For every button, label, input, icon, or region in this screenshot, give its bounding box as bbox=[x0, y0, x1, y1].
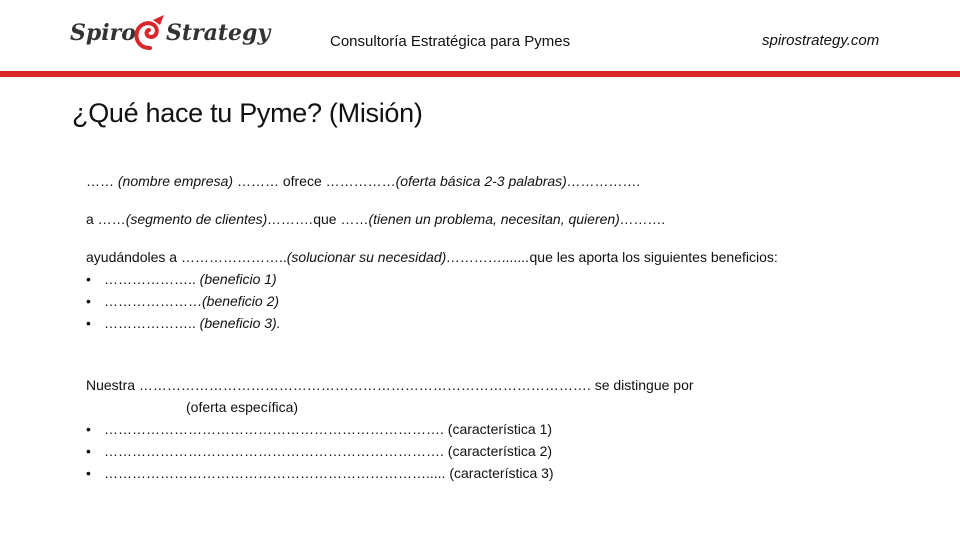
text-segment: ayudándoles a ………………….. bbox=[86, 249, 287, 265]
line-helping bbox=[86, 246, 906, 268]
placeholder-feature: ……………………………………………………………..... (característica 3) bbox=[104, 465, 554, 481]
text-segment: a …… bbox=[86, 211, 126, 227]
line-customer-segment bbox=[86, 208, 906, 230]
placeholder-benefit: (beneficio 2) bbox=[202, 293, 280, 309]
placeholder-feature: ………………………………………………………………. (característica 1) bbox=[104, 421, 553, 437]
placeholder-specific-offer: (oferta específica) bbox=[186, 399, 299, 415]
placeholder-customer-segment: (segmento de clientes)………. bbox=[125, 211, 314, 227]
line-differentiation: Nuestra ……………………………………………………………………………………. se distingue por bbox=[86, 377, 694, 393]
bullet: • bbox=[86, 465, 91, 481]
text-segment: que les aporta los siguientes beneficios: bbox=[529, 249, 778, 265]
spiral-swirl-icon bbox=[133, 12, 167, 52]
line-company-offer bbox=[86, 170, 906, 192]
text-segment: ……………….. bbox=[104, 315, 200, 331]
list-item bbox=[86, 440, 906, 462]
text-segment: ……………….. bbox=[104, 271, 200, 287]
list-item bbox=[86, 290, 906, 312]
bullet: • bbox=[86, 271, 91, 287]
placeholder-benefit: (beneficio 1) bbox=[199, 271, 277, 287]
text-segment: que …… bbox=[313, 211, 369, 227]
placeholder-customer-need: (tienen un problema, necesitan, quieren)………. bbox=[368, 211, 666, 227]
brand-logo bbox=[70, 10, 271, 60]
placeholder-basic-offer: (oferta básica 2-3 palabras)……………. bbox=[395, 173, 641, 189]
list-item bbox=[86, 418, 906, 440]
text-segment: ……… ofrece …………… bbox=[236, 173, 396, 189]
list-item bbox=[86, 312, 906, 334]
bullet: • bbox=[86, 293, 91, 309]
list-item bbox=[86, 268, 906, 290]
text-segment: …… bbox=[86, 173, 118, 189]
page-title: ¿Qué hace tu Pyme? (Misión) bbox=[72, 98, 423, 128]
website-link[interactable]: spirostrategy.com bbox=[762, 32, 880, 49]
header-divider bbox=[0, 71, 960, 77]
text-segment: ………………… bbox=[104, 293, 202, 309]
bullet: • bbox=[86, 443, 91, 459]
placeholder-feature: ………………………………………………………………. (característica 2) bbox=[104, 443, 553, 459]
placeholder-company-name: (nombre empresa) bbox=[117, 173, 237, 189]
bullet: • bbox=[86, 315, 91, 331]
logo-text-left: Spiro bbox=[70, 20, 136, 46]
bullet: • bbox=[86, 421, 91, 437]
list-item bbox=[86, 462, 906, 484]
logo-text-right: Strategy bbox=[166, 20, 271, 46]
placeholder-benefit: (beneficio 3). bbox=[199, 315, 281, 331]
header-tagline: Consultoría Estratégica para Pymes bbox=[330, 33, 571, 50]
placeholder-solve-need: (solucionar su necesidad)…………....... bbox=[286, 249, 530, 265]
mission-template bbox=[86, 170, 906, 484]
